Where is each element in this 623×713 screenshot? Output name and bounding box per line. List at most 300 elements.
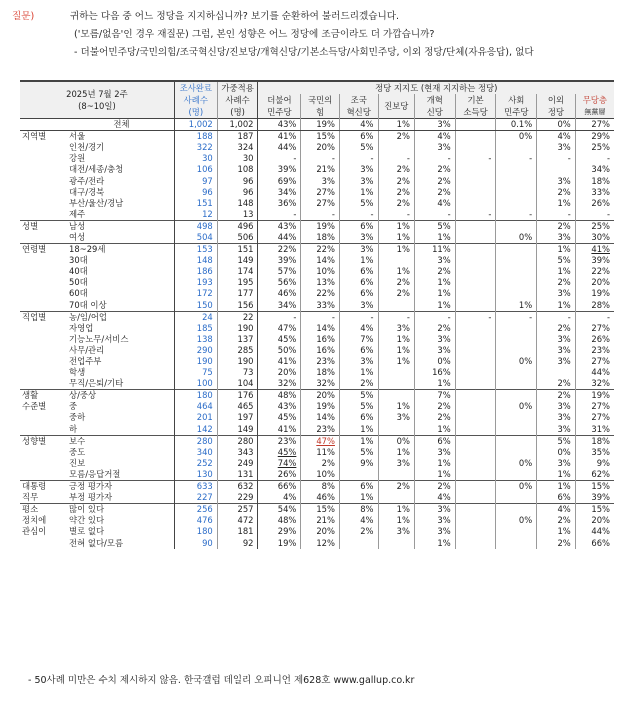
cell: 1%	[339, 424, 378, 436]
cell: 43%	[258, 119, 301, 131]
cell: 6%	[339, 131, 378, 143]
cell: 19%	[301, 119, 340, 131]
cell: 1,002	[174, 119, 217, 131]
cell: 20%	[301, 142, 340, 153]
cell	[378, 142, 414, 153]
cell: 3%	[414, 334, 455, 345]
cell: 149	[217, 255, 258, 266]
cell: 6%	[339, 288, 378, 299]
cell: 1%	[496, 300, 537, 312]
cell: 2%	[414, 164, 455, 175]
party-1-line1: 더불어	[258, 94, 301, 106]
cell: 3%	[414, 255, 455, 266]
cell: 34%	[258, 300, 301, 312]
cell: 16%	[301, 345, 340, 356]
table-row	[20, 175, 614, 186]
question-line-2: ('모름/없음'인 경우 재질문) 그럼, 본인 성향은 어느 정당에 조금이라도 더 가깝습니까?	[74, 29, 435, 40]
cell: 181	[217, 526, 258, 537]
group-label	[20, 447, 65, 458]
cell	[455, 244, 496, 256]
cell: 1%	[378, 447, 414, 458]
cell: 15%	[575, 481, 614, 493]
cell	[455, 142, 496, 153]
cell: 39%	[575, 492, 614, 504]
cell: 22%	[301, 244, 340, 256]
cell: 47%	[258, 323, 301, 334]
cell: 3%	[537, 142, 576, 153]
cell: 1%	[378, 232, 414, 244]
cell: 106	[174, 164, 217, 175]
cell: 2%	[339, 526, 378, 537]
cell: 188	[174, 131, 217, 143]
cell	[455, 492, 496, 504]
cell: 8%	[301, 481, 340, 493]
group-label: 직업별	[20, 311, 65, 323]
cell: 69%	[258, 175, 301, 186]
group-label: 정치에	[22, 515, 47, 526]
cell	[496, 390, 537, 402]
cell: 1%	[339, 367, 378, 378]
cell: 3%	[414, 504, 455, 516]
group-label	[20, 345, 65, 356]
group-label: 연령별	[20, 244, 65, 256]
cell: 1%	[414, 232, 455, 244]
cell	[455, 232, 496, 244]
party-5-line2: 신당	[414, 106, 455, 119]
cell: 1%	[378, 119, 414, 131]
cell: 10%	[301, 266, 340, 277]
table-row	[20, 323, 614, 334]
cell: 4%	[339, 515, 378, 526]
cell: 104	[217, 378, 258, 390]
cell: 75	[174, 367, 217, 378]
group-label	[20, 164, 65, 175]
cell: 504	[174, 232, 217, 244]
cell: 138	[174, 334, 217, 345]
cell	[496, 504, 537, 516]
cell: 6%	[537, 492, 576, 504]
table-row	[20, 220, 614, 232]
cell	[496, 537, 537, 548]
cell: 176	[217, 390, 258, 402]
cell	[455, 356, 496, 367]
cell: 498	[174, 220, 217, 232]
cell: 3%	[301, 175, 340, 186]
group-label	[20, 424, 65, 436]
cell: 44%	[258, 232, 301, 244]
cell: 249	[217, 458, 258, 469]
segment-label: 진보	[69, 457, 86, 468]
survey-complete-header: 조사완료	[174, 81, 217, 94]
cell: 19%	[575, 390, 614, 402]
table-row	[20, 435, 614, 447]
cell: 10%	[301, 469, 340, 481]
cell: 4%	[537, 131, 576, 143]
cell: 252	[174, 458, 217, 469]
cell: 1%	[378, 266, 414, 277]
cell: 12%	[301, 537, 340, 548]
group-label	[20, 198, 65, 209]
cell: 22%	[301, 288, 340, 299]
table-row	[20, 345, 614, 356]
cell: 2%	[537, 390, 576, 402]
cell: 54%	[258, 504, 301, 516]
cell: 13%	[301, 277, 340, 288]
cell	[378, 537, 414, 548]
segment-label: 보수	[65, 435, 174, 447]
cell	[378, 378, 414, 390]
cell	[496, 266, 537, 277]
cell: 39%	[258, 164, 301, 175]
segment-label: 전체	[65, 119, 174, 131]
cell	[455, 131, 496, 143]
cell: 290	[174, 345, 217, 356]
cell: -	[455, 209, 496, 221]
cell: 90	[174, 537, 217, 548]
cell: 3%	[339, 356, 378, 367]
segment-label: 대구/경북	[69, 186, 105, 197]
cell: 3%	[414, 142, 455, 153]
segment-label: 많이 있다	[65, 504, 174, 516]
cell: 5%	[414, 220, 455, 232]
segment-label: 40대	[69, 266, 88, 277]
cell	[455, 175, 496, 186]
table-row	[20, 537, 614, 548]
cell: 1%	[339, 187, 378, 198]
cell: 6%	[339, 345, 378, 356]
cell: 33%	[575, 187, 614, 198]
cell: 6%	[414, 435, 455, 447]
question-line-3: - 더불어민주당/국민의힘/조국혁신당/진보당/개혁신당/기본소득당/사회민주당, 이외 정당/단체(자유응답), 없다	[74, 47, 534, 58]
party-9-line2: 無黨層	[575, 106, 614, 119]
cell	[455, 390, 496, 402]
cell: 201	[174, 412, 217, 423]
cell: 1%	[537, 266, 576, 277]
cell: 56%	[258, 277, 301, 288]
cell: 156	[217, 300, 258, 312]
cell: 5%	[339, 198, 378, 209]
cell: 2%	[537, 515, 576, 526]
group-label	[20, 300, 65, 312]
cell	[455, 481, 496, 493]
cell: -	[258, 209, 301, 221]
cell: 23%	[575, 345, 614, 356]
cell: 1%	[414, 288, 455, 299]
table-row	[20, 504, 614, 516]
cell: 73	[217, 367, 258, 378]
party-1-line2: 민주당	[258, 106, 301, 119]
group-label: 성향별	[20, 435, 65, 447]
cell	[455, 345, 496, 356]
party-2-line2: 힘	[301, 106, 340, 119]
group-label	[20, 458, 65, 469]
cell: 50%	[258, 345, 301, 356]
cell: 3%	[537, 232, 576, 244]
party-3-line1: 조국	[339, 94, 378, 106]
cell: 1%	[414, 300, 455, 312]
party-9-line1: 무당층	[575, 94, 614, 106]
cell	[496, 345, 537, 356]
segment-label: 제주	[69, 208, 86, 219]
cell: 1%	[537, 526, 576, 537]
cell: 41%	[258, 131, 301, 143]
cell: 19%	[258, 537, 301, 548]
cell: 3%	[414, 345, 455, 356]
group-label	[20, 153, 65, 164]
cell: 0%	[496, 515, 537, 526]
cell: -	[455, 153, 496, 164]
table-row	[20, 481, 614, 493]
cell: 22%	[575, 266, 614, 277]
cell	[378, 300, 414, 312]
cell: 25%	[575, 220, 614, 232]
cell: 148	[217, 198, 258, 209]
cell: 20%	[301, 390, 340, 402]
cell: 172	[174, 288, 217, 299]
segment-label: 약간 있다	[69, 515, 105, 526]
table-row	[20, 266, 614, 277]
cell: 2%	[537, 537, 576, 548]
segment-label: 사무/관리	[69, 344, 105, 355]
segment-label: 50대	[69, 277, 88, 288]
cases-unit-1: (명)	[174, 106, 217, 119]
cell: 3%	[339, 175, 378, 186]
cell: 66%	[258, 481, 301, 493]
cell: 44%	[575, 526, 614, 537]
table-row	[20, 187, 614, 198]
cell: 2%	[414, 266, 455, 277]
cell: 0%	[537, 119, 576, 131]
table-row	[20, 469, 614, 481]
cell: 48%	[258, 515, 301, 526]
cell: 3%	[378, 526, 414, 537]
cell: 2%	[378, 175, 414, 186]
cell: 26%	[575, 198, 614, 209]
cell: 26%	[258, 469, 301, 481]
cell: -	[301, 311, 340, 323]
cell: 15%	[301, 504, 340, 516]
segment-label: 별로 없다	[69, 526, 105, 537]
cell: 18%	[301, 232, 340, 244]
cell	[496, 526, 537, 537]
cell: 464	[174, 401, 217, 412]
cell: 137	[217, 334, 258, 345]
cell: 2%	[414, 401, 455, 412]
segment-label: 기능노무/서비스	[69, 333, 129, 344]
cell: -	[455, 311, 496, 323]
table-row	[20, 119, 614, 131]
cell: 2%	[378, 187, 414, 198]
cell: 18%	[575, 175, 614, 186]
segment-label: 중하	[69, 412, 86, 423]
segment-label: 대전/세종/충청	[69, 164, 124, 175]
cell	[455, 526, 496, 537]
party-7-line2: 민주당	[496, 106, 537, 119]
cell: 2%	[378, 288, 414, 299]
cell: 31%	[575, 424, 614, 436]
cell: 1%	[414, 424, 455, 436]
cell	[455, 187, 496, 198]
cell	[455, 323, 496, 334]
cell: 2%	[339, 378, 378, 390]
cell: 4%	[414, 131, 455, 143]
party-2-line1: 국민의	[301, 94, 340, 106]
cell: 20%	[301, 526, 340, 537]
cell: 476	[174, 515, 217, 526]
cell	[455, 288, 496, 299]
group-label	[20, 356, 65, 367]
cell: 30	[174, 153, 217, 164]
group-label	[20, 537, 65, 548]
cell: 280	[174, 435, 217, 447]
cell: 100	[174, 378, 217, 390]
table-row	[20, 356, 614, 367]
cell	[496, 367, 537, 378]
segment-label: 여성	[69, 231, 86, 242]
cell: 33%	[301, 300, 340, 312]
cell: 36%	[258, 198, 301, 209]
cell	[496, 412, 537, 423]
cell: 3%	[537, 424, 576, 436]
cell	[455, 367, 496, 378]
table-row	[20, 164, 614, 175]
cell: 1%	[378, 345, 414, 356]
cell: 3%	[537, 288, 576, 299]
cell: 9%	[339, 458, 378, 469]
segment-label: 18~29세	[65, 244, 174, 256]
cell: 187	[217, 131, 258, 143]
cell	[455, 515, 496, 526]
cell: 6%	[339, 481, 378, 493]
party-8-line2: 정당	[537, 106, 576, 119]
cell: 26%	[575, 334, 614, 345]
cell: 32%	[575, 378, 614, 390]
table-row	[20, 458, 614, 469]
cell: 1%	[414, 458, 455, 469]
cell	[496, 142, 537, 153]
cell: 4%	[339, 323, 378, 334]
cell: 6%	[339, 277, 378, 288]
table-row	[20, 244, 614, 256]
cell	[455, 220, 496, 232]
table-row	[20, 311, 614, 323]
cell: 343	[217, 447, 258, 458]
table-row	[20, 492, 614, 504]
cell: 97	[174, 175, 217, 186]
cell	[455, 334, 496, 345]
cell	[496, 447, 537, 458]
cell: -	[575, 311, 614, 323]
cell: 1%	[378, 504, 414, 516]
cell: 324	[217, 142, 258, 153]
group-label	[20, 142, 65, 153]
cell: 1%	[537, 244, 576, 256]
cell: 27%	[575, 356, 614, 367]
cell: 1%	[537, 481, 576, 493]
table-row	[20, 412, 614, 423]
segment-label: 중	[69, 401, 78, 412]
cell: 108	[217, 164, 258, 175]
cell: -	[496, 209, 537, 221]
cell: 23%	[258, 435, 301, 447]
cell: 1%	[414, 469, 455, 481]
cases-header-2: 사례수	[217, 94, 258, 106]
cell: 7%	[339, 334, 378, 345]
cell: 15%	[301, 131, 340, 143]
table-row	[20, 153, 614, 164]
segment-label: 농/임/어업	[65, 311, 174, 323]
cell: 340	[174, 447, 217, 458]
cell: 229	[217, 492, 258, 504]
segment-label: 학생	[69, 367, 86, 378]
cell: 5%	[537, 255, 576, 266]
cell: 186	[174, 266, 217, 277]
cell: 66%	[575, 537, 614, 548]
cell: 34%	[258, 187, 301, 198]
cell: 633	[174, 481, 217, 493]
cell	[455, 458, 496, 469]
cell	[496, 492, 537, 504]
cell	[455, 300, 496, 312]
cell: 96	[217, 175, 258, 186]
group-label	[20, 367, 65, 378]
support-title: 정당 지지도 (현재 지지하는 정당)	[258, 81, 614, 94]
group-label	[20, 469, 65, 481]
cell: 2%	[378, 164, 414, 175]
cell: 180	[174, 390, 217, 402]
cell: 30%	[575, 232, 614, 244]
group-label: 관심이	[22, 526, 47, 537]
cell	[455, 435, 496, 447]
cell: 190	[217, 323, 258, 334]
cell: 9%	[575, 458, 614, 469]
cell: -	[339, 209, 378, 221]
cell: 8%	[339, 504, 378, 516]
cases-header-1: 사례수	[174, 94, 217, 106]
cell: 3%	[537, 345, 576, 356]
cell: 27%	[575, 401, 614, 412]
cell: 0%	[496, 481, 537, 493]
cell: 92	[217, 537, 258, 548]
cell: -	[339, 311, 378, 323]
cell: 18%	[301, 367, 340, 378]
table-row	[20, 277, 614, 288]
cell: 0%	[414, 356, 455, 367]
cell: 151	[217, 244, 258, 256]
cell: 1%	[378, 220, 414, 232]
cell: 3%	[339, 232, 378, 244]
cell: 23%	[301, 356, 340, 367]
cell: 174	[217, 266, 258, 277]
cell: 43%	[258, 220, 301, 232]
table-row	[20, 209, 614, 221]
cell: 5%	[339, 401, 378, 412]
cell: 39%	[575, 255, 614, 266]
cell	[496, 198, 537, 209]
cell: 1,002	[217, 119, 258, 131]
group-label: 직무	[22, 492, 39, 503]
cell	[455, 266, 496, 277]
cell: 57%	[258, 266, 301, 277]
cell: 2%	[537, 220, 576, 232]
cell: 3%	[339, 300, 378, 312]
cell: 3%	[537, 401, 576, 412]
cell: -	[537, 209, 576, 221]
cell: -	[301, 209, 340, 221]
weighted-header: 가중적용	[217, 81, 258, 94]
cell: 632	[217, 481, 258, 493]
segment-label: 전업주부	[69, 356, 102, 367]
